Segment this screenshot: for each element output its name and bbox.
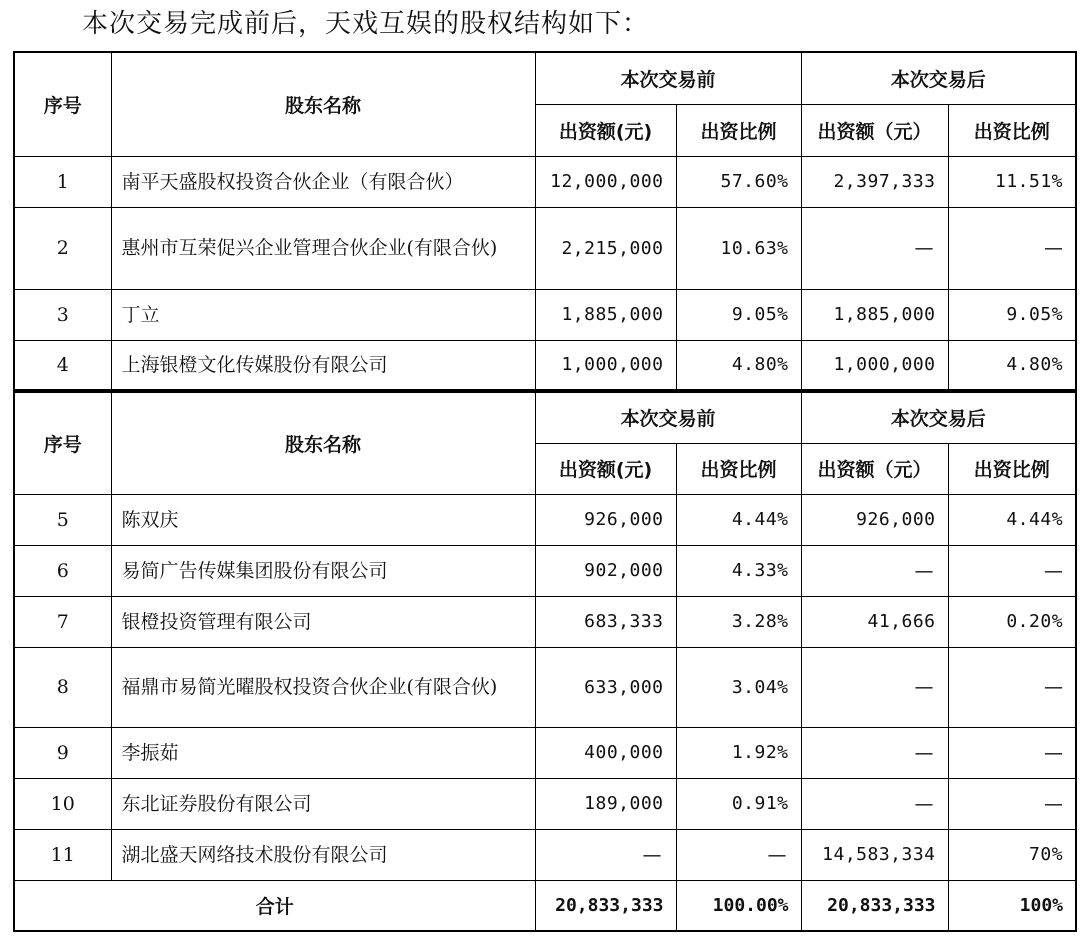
ratio-after: 4.44% (948, 494, 1076, 545)
ratio-after: 4.80% (948, 340, 1076, 390)
amount-before: 926,000 (535, 494, 676, 545)
table-row (14, 207, 1076, 289)
shareholder-name: 惠州市互荣促兴企业管理合伙企业(有限合伙) (111, 207, 535, 289)
ratio-before: 57.60% (676, 156, 801, 207)
table-row (14, 156, 1076, 207)
shareholder-name: 陈双庆 (111, 494, 535, 545)
header-before: 本次交易前 (535, 392, 801, 443)
row-seq: 8 (14, 647, 111, 727)
ratio-before: — (676, 829, 801, 880)
ratio-after: — (948, 647, 1076, 727)
ratio-before: 3.04% (676, 647, 801, 727)
ratio-after: — (948, 778, 1076, 829)
total-amount-after: 20,833,333 (801, 880, 948, 931)
amount-before: 400,000 (535, 727, 676, 778)
row-seq: 11 (14, 829, 111, 880)
total-amount-before: 20,833,333 (535, 880, 676, 931)
table-row (14, 289, 1076, 340)
intro-text: 本次交易完成前后，天戏互娱的股权结构如下： (82, 9, 650, 39)
ratio-after: 11.51% (948, 156, 1076, 207)
header-ratio-before: 出资比例 (676, 443, 801, 494)
ratio-before: 1.92% (676, 727, 801, 778)
amount-before: 2,215,000 (535, 207, 676, 289)
ratio-after: — (948, 545, 1076, 596)
shareholder-name: 东北证券股份有限公司 (111, 778, 535, 829)
header-after: 本次交易后 (801, 52, 1076, 104)
shareholder-name: 湖北盛天网络技术股份有限公司 (111, 829, 535, 880)
amount-before: 12,000,000 (535, 156, 676, 207)
ratio-before: 9.05% (676, 289, 801, 340)
amount-after: 1,885,000 (801, 289, 948, 340)
row-seq: 10 (14, 778, 111, 829)
header-ratio-after: 出资比例 (948, 104, 1076, 156)
header-amount-after: 出资额（元） (801, 104, 948, 156)
header-before: 本次交易前 (535, 52, 801, 104)
amount-after: 14,583,334 (801, 829, 948, 880)
total-label: 合计 (14, 880, 535, 931)
table-row (14, 596, 1076, 647)
ratio-before: 4.33% (676, 545, 801, 596)
amount-after: 2,397,333 (801, 156, 948, 207)
ratio-after: 9.05% (948, 289, 1076, 340)
amount-after: — (801, 727, 948, 778)
row-seq: 3 (14, 289, 111, 340)
ratio-before: 4.80% (676, 340, 801, 390)
row-seq: 5 (14, 494, 111, 545)
amount-before: 1,885,000 (535, 289, 676, 340)
header-after: 本次交易后 (801, 392, 1076, 443)
ratio-before: 0.91% (676, 778, 801, 829)
amount-before: 189,000 (535, 778, 676, 829)
table-row (14, 778, 1076, 829)
amount-after: 926,000 (801, 494, 948, 545)
ratio-after: — (948, 727, 1076, 778)
amount-before: — (535, 829, 676, 880)
equity-table-part2 (13, 391, 1077, 932)
row-seq: 7 (14, 596, 111, 647)
ratio-after: 0.20% (948, 596, 1076, 647)
row-seq: 2 (14, 207, 111, 289)
header-amount-before: 出资额(元) (535, 443, 676, 494)
equity-table-part1 (13, 51, 1077, 391)
amount-before: 683,333 (535, 596, 676, 647)
row-seq: 9 (14, 727, 111, 778)
amount-before: 1,000,000 (535, 340, 676, 390)
ratio-after: 70% (948, 829, 1076, 880)
shareholder-name: 丁立 (111, 289, 535, 340)
header-ratio-after: 出资比例 (948, 443, 1076, 494)
shareholder-name: 易简广告传媒集团股份有限公司 (111, 545, 535, 596)
header-amount-before: 出资额(元) (535, 104, 676, 156)
table-row (14, 545, 1076, 596)
table-row (14, 494, 1076, 545)
total-ratio-after: 100% (948, 880, 1076, 931)
shareholder-name: 银橙投资管理有限公司 (111, 596, 535, 647)
amount-after: — (801, 207, 948, 289)
amount-after: 41,666 (801, 596, 948, 647)
table-row (14, 727, 1076, 778)
table-row (14, 647, 1076, 727)
ratio-before: 4.44% (676, 494, 801, 545)
amount-after: — (801, 778, 948, 829)
header-amount-after: 出资额（元） (801, 443, 948, 494)
header-seq: 序号 (14, 392, 111, 494)
total-row (14, 880, 1076, 931)
shareholder-name: 上海银橙文化传媒股份有限公司 (111, 340, 535, 390)
header-name: 股东名称 (111, 52, 535, 156)
shareholder-name: 福鼎市易简光曜股权投资合伙企业(有限合伙) (111, 647, 535, 727)
ratio-before: 3.28% (676, 596, 801, 647)
shareholder-name: 南平天盛股权投资合伙企业（有限合伙） (111, 156, 535, 207)
amount-after: 1,000,000 (801, 340, 948, 390)
table-row (14, 829, 1076, 880)
row-seq: 6 (14, 545, 111, 596)
ratio-before: 10.63% (676, 207, 801, 289)
shareholder-name: 李振茹 (111, 727, 535, 778)
total-ratio-before: 100.00% (676, 880, 801, 931)
amount-before: 902,000 (535, 545, 676, 596)
header-name: 股东名称 (111, 392, 535, 494)
amount-after: — (801, 545, 948, 596)
ratio-after: — (948, 207, 1076, 289)
amount-before: 633,000 (535, 647, 676, 727)
header-seq: 序号 (14, 52, 111, 156)
row-seq: 1 (14, 156, 111, 207)
amount-after: — (801, 647, 948, 727)
table-row (14, 340, 1076, 390)
header-ratio-before: 出资比例 (676, 104, 801, 156)
row-seq: 4 (14, 340, 111, 390)
